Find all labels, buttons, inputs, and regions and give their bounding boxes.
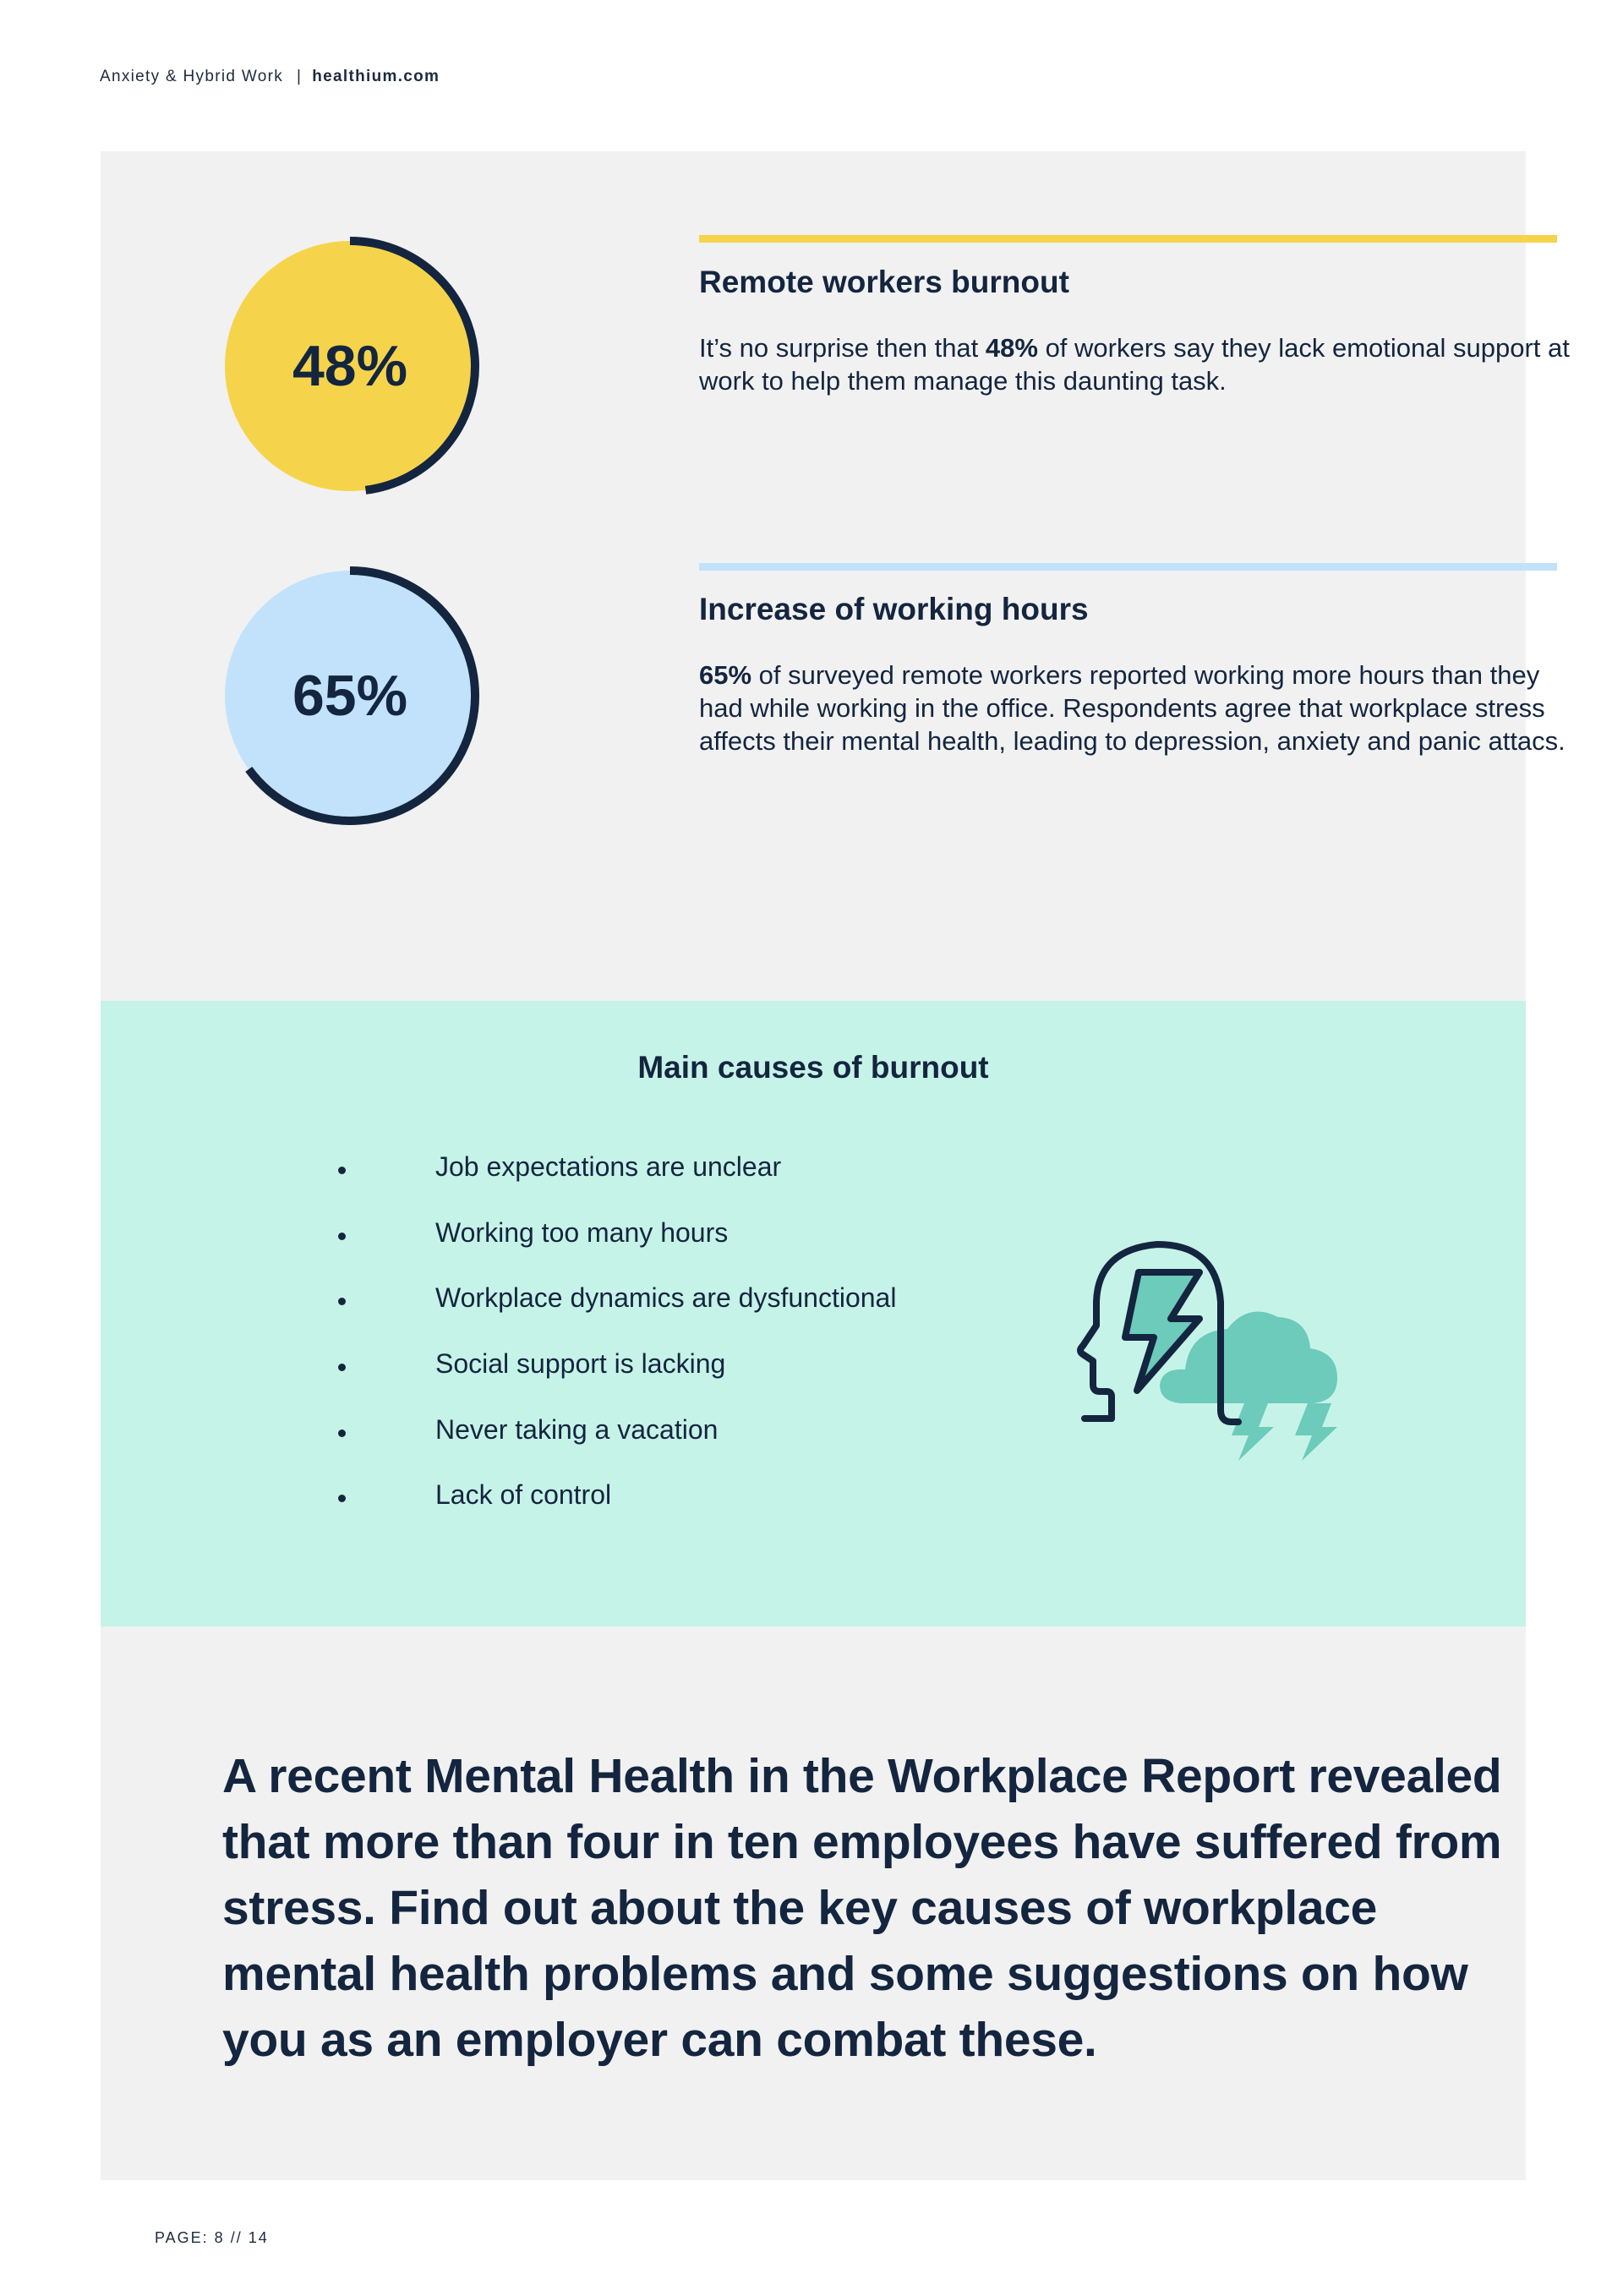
list-item-text: Job expectations are unclear	[435, 1151, 782, 1182]
stat-divider-bar	[699, 235, 1557, 243]
header-separator: |	[297, 68, 303, 85]
stat-value: 48%	[292, 334, 408, 398]
stat-description	[699, 659, 1570, 757]
stat-description-text: of surveyed remote workers reported working more hours than they had while working in the office. Respondents agree that workplace stress affects their mental health, leading to depression, anxiety and panic attacs.	[699, 660, 1566, 756]
page-number: PAGE: 8 // 14	[155, 2229, 269, 2246]
site-link[interactable]: healthium.com	[312, 68, 440, 85]
stat-ring-48	[218, 234, 482, 498]
document-title: Anxiety & Hybrid Work	[100, 68, 284, 85]
list-item-text: Lack of control	[435, 1479, 612, 1510]
running-header	[100, 68, 440, 86]
bullet-icon	[338, 1364, 346, 1371]
bullet-icon	[338, 1495, 346, 1502]
list-item-text: Workplace dynamics are dysfunctional	[435, 1282, 897, 1313]
pull-quote: A recent Mental Health in the Workplace Report revealed that more than four in ten employees have suffered from stress. Find out about the key causes of workplace mental health problems and some suggestions on how you as an employer can combat these.	[222, 1749, 1502, 2067]
stat-divider-bar	[699, 563, 1557, 571]
list-item-text: Never taking a vacation	[435, 1414, 719, 1445]
stat-description-highlight: 48%	[985, 333, 1038, 363]
burnout-causes-section	[101, 1001, 1526, 1626]
stat-ring-65	[218, 564, 482, 828]
section-title: Main causes of burnout	[637, 1050, 989, 1085]
stat-value: 65%	[292, 664, 408, 728]
stat-title: Remote workers burnout	[699, 265, 1069, 299]
stat-description	[699, 331, 1570, 397]
bullet-icon	[338, 1298, 346, 1305]
head-with-lightning-storm-cloud-icon	[1063, 1234, 1401, 1526]
stat-description-text: It’s no surprise then that	[699, 333, 986, 363]
bullet-icon	[338, 1167, 346, 1174]
stat-title: Increase of working hours	[699, 592, 1089, 626]
stat-description-highlight: 65%	[699, 660, 752, 690]
list-item-text: Social support is lacking	[435, 1348, 726, 1379]
list-item-text: Working too many hours	[435, 1217, 729, 1248]
stat-description-text: of workers say they lack emotional support at work to help them manage this daunting task.	[699, 333, 1570, 396]
bullet-icon	[338, 1430, 346, 1437]
bullet-icon	[338, 1233, 346, 1240]
